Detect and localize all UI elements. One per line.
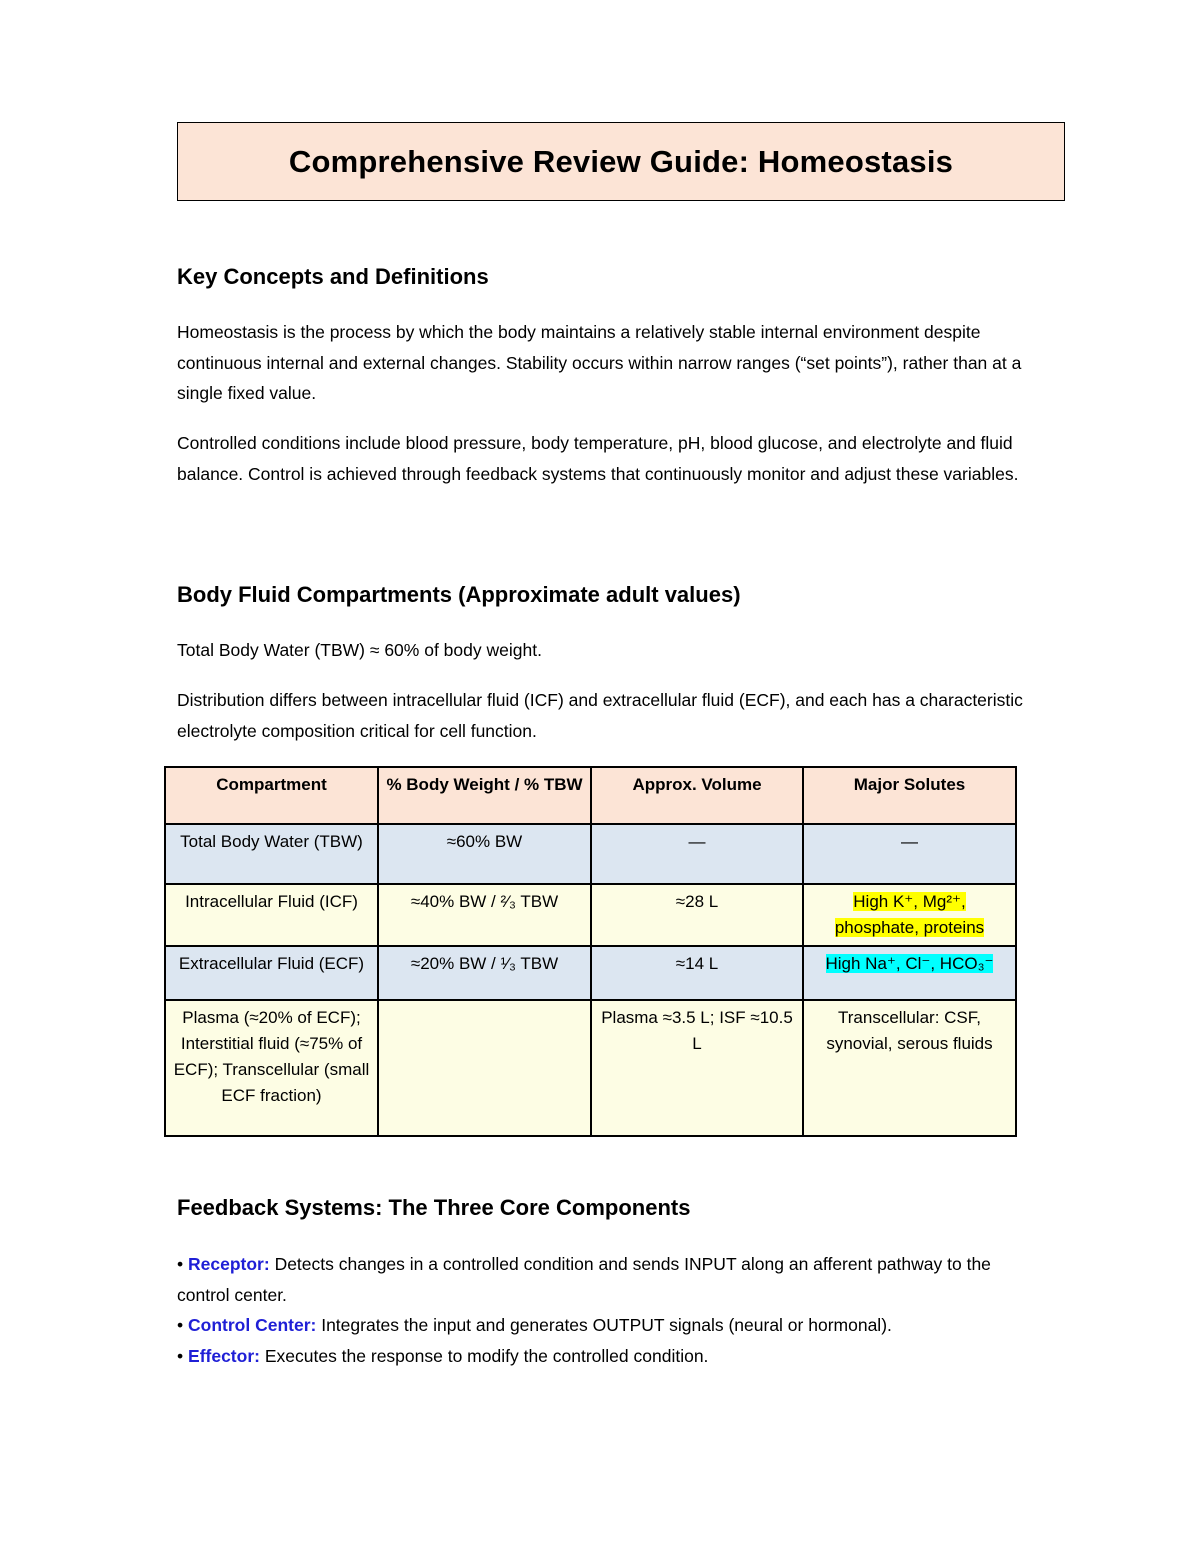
table-cell: Plasma (≈20% of ECF); Interstitial fluid (≈75% of ECF); Transcellular (small ECF fraction) xyxy=(165,1000,378,1136)
table-cell: Transcellular: CSF, synovial, serous fluids xyxy=(803,1000,1016,1136)
table-header-row xyxy=(165,767,1016,824)
receptor-term: Receptor: xyxy=(188,1254,270,1274)
table-row xyxy=(165,1000,1016,1136)
table-cell: — xyxy=(803,824,1016,884)
icf-solutes-highlight: High K⁺, Mg²⁺, phosphate, proteins xyxy=(834,892,985,937)
table-cell: ≈28 L xyxy=(591,884,803,946)
fluid-compartments-heading: Body Fluid Compartments (Approximate adult values) xyxy=(177,582,741,607)
feedback-components-list xyxy=(177,1249,1037,1371)
table-cell: — xyxy=(591,824,803,884)
table-cell: ≈20% BW / ¹⁄₃ TBW xyxy=(378,946,591,1000)
feedback-heading: Feedback Systems: The Three Core Components xyxy=(177,1195,691,1220)
table-row xyxy=(165,824,1016,884)
bullet: • xyxy=(177,1345,184,1366)
table-cell: Extracellular Fluid (ECF) xyxy=(165,946,378,1000)
bullet: • xyxy=(177,1254,184,1274)
title-box xyxy=(177,122,1065,201)
list-item xyxy=(177,1249,1037,1310)
table-cell: Plasma ≈3.5 L; ISF ≈10.5 L xyxy=(591,1000,803,1136)
fluid-compartments-table xyxy=(164,766,1017,1137)
homeostasis-definition: Homeostasis is the process by which the body maintains a relatively stable internal environment despite continuous internal and external changes. Stability occurs within narrow ranges (“set points”), rather than at a single fixed value. xyxy=(177,322,1022,403)
table-row xyxy=(165,946,1016,1000)
list-item xyxy=(177,1310,1037,1341)
bullet: • xyxy=(177,1315,184,1335)
ecf-solutes-highlight: High Na⁺, Cl⁻, HCO₃⁻ xyxy=(825,954,994,973)
control-center-description: Integrates the input and generates OUTPUT signals (neural or hormonal). xyxy=(316,1315,892,1335)
header-compartment: Compartment xyxy=(165,767,378,824)
distribution-paragraph: Distribution differs between intracellular fluid (ICF) and extracellular fluid (ECF), and each has a characteristic electrolyte composition critical for cell function. xyxy=(177,690,1023,741)
header-solutes: Major Solutes xyxy=(803,767,1016,824)
control-center-term: Control Center: xyxy=(188,1315,317,1335)
table-cell xyxy=(378,1000,591,1136)
effector-term: Effector: xyxy=(188,1345,260,1366)
key-concepts-heading: Key Concepts and Definitions xyxy=(177,264,489,289)
tbw-paragraph: Total Body Water (TBW) ≈ 60% of body weight. xyxy=(177,640,542,660)
header-volume: Approx. Volume xyxy=(591,767,803,824)
effector-description: Executes the response to modify the controlled condition. xyxy=(259,1345,709,1366)
receptor-description: Detects changes in a controlled condition and sends INPUT along an afferent pathway to the control center. xyxy=(177,1254,991,1305)
table-cell xyxy=(803,884,1016,946)
header-percent: % Body Weight / % TBW xyxy=(378,767,591,824)
controlled-conditions-paragraph: Controlled conditions include blood pressure, body temperature, pH, blood glucose, and electrolyte and fluid balance. Control is achieved through feedback systems that continuously monitor and adjust these variables. xyxy=(177,433,1019,484)
table-cell xyxy=(803,946,1016,1000)
table-cell: ≈14 L xyxy=(591,946,803,1000)
table-row xyxy=(165,884,1016,946)
table-cell: Total Body Water (TBW) xyxy=(165,824,378,884)
table-cell: ≈60% BW xyxy=(378,824,591,884)
table-cell: Intracellular Fluid (ICF) xyxy=(165,884,378,946)
table-cell: ≈40% BW / ²⁄₃ TBW xyxy=(378,884,591,946)
page-title: Comprehensive Review Guide: Homeostasis xyxy=(288,143,954,179)
list-item xyxy=(177,1341,1037,1372)
